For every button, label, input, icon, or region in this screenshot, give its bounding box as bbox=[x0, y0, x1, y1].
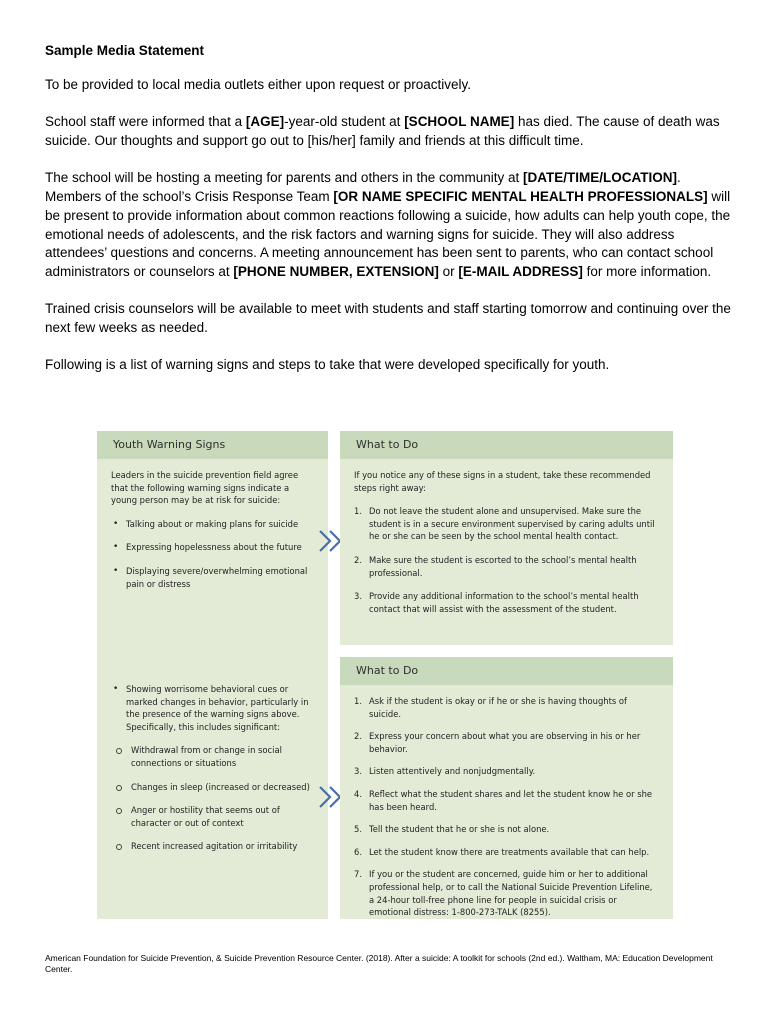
list-item: 1. Ask if the student is okay or if he or she is having thoughts of suicide. bbox=[354, 696, 627, 719]
list-item: 5. Tell the student that he or she is not alone. bbox=[354, 824, 550, 835]
list-item: Recent increased agitation or irritability bbox=[115, 840, 318, 853]
counselors-paragraph: Trained crisis counselors will be available to meet with students and staff starting tomorrow and continuing over the next few weeks as needed. bbox=[45, 301, 731, 336]
list-intro-paragraph: Following is a list of warning signs and steps to take that were developed specifically for youth. bbox=[45, 357, 610, 373]
list-item: • Displaying severe/overwhelming emotional pain or distress bbox=[111, 565, 318, 590]
citation: American Foundation for Suicide Prevention, & Suicide Prevention Resource Center. (2018). After a suicide: A toolkit for schools (2nd ed.). Waltham, MA: Education Development Center. bbox=[45, 953, 713, 974]
document-title: Sample Media Statement bbox=[45, 43, 205, 58]
warning-signs-heading: Youth Warning Signs bbox=[97, 431, 328, 459]
document-body bbox=[45, 43, 735, 394]
warning-signs-intro: Leaders in the suicide prevention field agree that the following warning signs indicate a young person may be at risk for suicide: bbox=[111, 470, 299, 506]
what-to-do-heading: What to Do bbox=[340, 657, 673, 685]
what-to-do-steps bbox=[340, 505, 673, 615]
list-item: Anger or hostility that seems out of character or out of context bbox=[115, 804, 318, 829]
list-item: 3. Provide any additional information to the school’s mental health contact that will assist with the assessment of the student. bbox=[354, 591, 639, 614]
death-notice-paragraph: School staff were informed that a [AGE]-year-old student at [SCHOOL NAME] has died. The cause of death was suicide. Our thoughts and support go out to [his/her] family and friends at this difficult time. bbox=[45, 114, 720, 149]
intro-paragraph: To be provided to local media outlets either upon request or proactively. bbox=[45, 77, 471, 92]
what-to-do-intro: If you notice any of these signs in a student, take these recommended steps right away: bbox=[354, 470, 651, 493]
what-to-do-steps bbox=[340, 695, 673, 919]
list-item: 6. Let the student know there are treatments available that can help. bbox=[354, 846, 650, 857]
behavior-section bbox=[97, 683, 328, 853]
list-item: Withdrawal from or change in social connections or situations bbox=[115, 744, 318, 769]
what-to-do-panel-2 bbox=[340, 657, 673, 919]
list-item: • Showing worrisome behavioral cues or marked changes in behavior, particularly in the presence of the warning signs above. Specifically, this includes significant: Withdrawal from or change in social connections or situations Changes in sleep (increased or decreased) Anger or hostility that seems out of character or out of context Recent increased agitation or irritability bbox=[111, 683, 318, 853]
list-item: 4. Reflect what the student shares and let the student know he or she has been heard. bbox=[354, 788, 653, 812]
list-item: 2. Make sure the student is escorted to the school’s mental health professional. bbox=[354, 554, 637, 578]
list-item: 1. Do not leave the student alone and unsupervised. Make sure the student is in a secure environment supervised by caring adults until he or she can be seen by the school mental health contact. bbox=[354, 506, 655, 542]
list-item: Changes in sleep (increased or decreased) bbox=[115, 781, 318, 794]
warning-signs-list bbox=[97, 518, 328, 590]
list-item: 7. If you or the student are concerned, guide him or her to additional professional help, or to call the National Suicide Prevention Lifeline, a 24-hour toll-free phone line for people in suicidal crisis or emotional distress: 1-800-273-TALK (8255). bbox=[354, 869, 653, 918]
warning-signs-graphic bbox=[97, 431, 673, 919]
behavior-list bbox=[97, 683, 328, 853]
meeting-paragraph: The school will be hosting a meeting for parents and others in the community at [DATE/TIME/LOCATION]. Members of the school’s Crisis Response Team [OR NAME SPECIFIC MENTAL HEALTH PROFESSIONALS] will be present to provide information about common reactions following a suicide, how adults can help youth cope, the emotional needs of adolescents, and the risk factors and warning signs for suicide. They will also address attendees’ questions and concerns. A meeting announcement has been sent to parents, who can contact school administrators or counselors at [PHONE NUMBER, EXTENSION] or [E-MAIL ADDRESS] for more information. bbox=[45, 170, 731, 279]
list-item: 2. Express your concern about what you are observing in his or her behavior. bbox=[354, 731, 641, 754]
list-item: 3. Listen attentively and nonjudgmentally. bbox=[354, 766, 536, 777]
what-to-do-heading: What to Do bbox=[340, 431, 673, 459]
list-item: • Talking about or making plans for suicide bbox=[111, 518, 318, 531]
warning-signs-panel bbox=[97, 431, 328, 919]
what-to-do-panel-1 bbox=[340, 431, 673, 645]
behavior-sub-list bbox=[111, 744, 318, 853]
list-item: • Expressing hopelessness about the future bbox=[111, 541, 318, 554]
